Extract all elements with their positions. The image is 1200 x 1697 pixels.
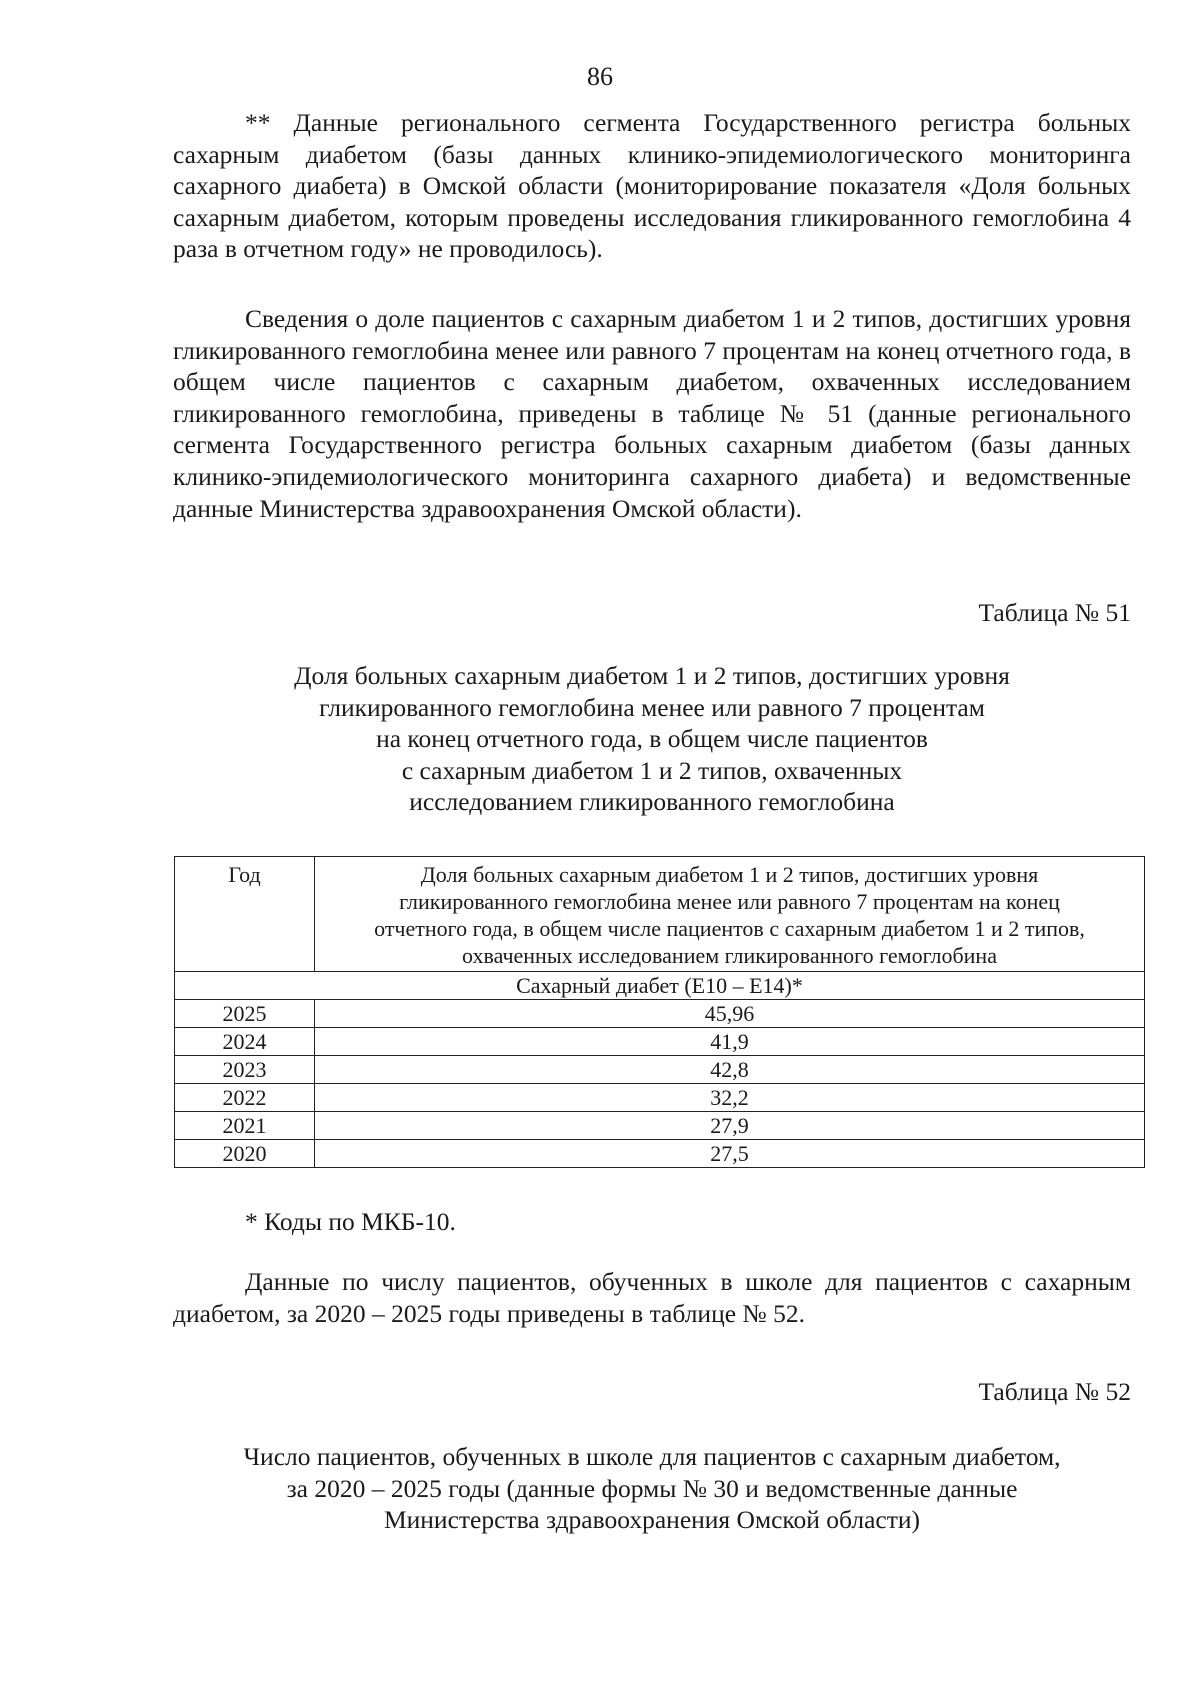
caption-line: на конец отчетного года, в общем числе пациентов (376, 724, 928, 754)
caption-line: Доля больных сахарным диабетом 1 и 2 типов, достигших уровня (294, 661, 1010, 690)
cell-year: 2020 (175, 1140, 315, 1168)
paragraph-footnote-register: ** Данные регионального сегмента Государственного регистра больных сахарным диабетом (базы данных клинико-эпидемиологического мониторинга сахарного диабета) в Омской области (мониторирование показателя «Доля больных сахарным диабетом, которым проведены исследования гликированного гемоглобина 4 раза в отчетном году» не проводилось). (173, 108, 1131, 264)
paragraph-table52-intro: Данные по числу пациентов, обученных в школе для пациентов с сахарным диабетом, за 2020 – 2025 годы приведены в таблице № 52. (173, 1267, 1131, 1328)
header-share-line: отчетного года, в общем числе пациентов с сахарным диабетом 1 и 2 типов, (374, 916, 1085, 941)
caption-line: за 2020 – 2025 годы (данные формы № 30 и ведомственные данные (286, 1473, 1018, 1503)
table-row (175, 1000, 1145, 1028)
header-share-line: гликированного гемоглобина менее или равного 7 процентам на конец (399, 889, 1060, 914)
cell-year: 2021 (175, 1112, 315, 1140)
table-row (175, 1112, 1145, 1140)
table-51-caption (173, 660, 1131, 818)
caption-line: исследованием гликированного гемоглобина (409, 787, 895, 817)
cell-value: 42,8 (315, 1056, 1145, 1084)
table-row (175, 1028, 1145, 1056)
header-share (315, 857, 1145, 972)
table-51-label: Таблица № 51 (978, 598, 1131, 627)
page-number: 86 (587, 62, 613, 91)
table-row (175, 1056, 1145, 1084)
cell-value: 32,2 (315, 1084, 1145, 1112)
table-header-row (175, 857, 1145, 972)
cell-value: 41,9 (315, 1028, 1145, 1056)
cell-value: 27,9 (315, 1112, 1145, 1140)
footnote-icd10: * Коды по МКБ-10. (245, 1207, 456, 1236)
paragraph-table51-intro: Сведения о доле пациентов с сахарным диабетом 1 и 2 типов, достигших уровня гликированного гемоглобина менее или равного 7 процентам на конец отчетного года, в общем числе пациентов с сахарным диабетом, охваченных исследованием гликированного гемоглобина, приведены в таблице № 51 (данные регионального сегмента Государственного регистра больных сахарным диабетом (базы данных клинико-эпидемиологического мониторинга сахарного диабета) и ведомственные данные Министерства здравоохранения Омской области). (173, 304, 1131, 523)
caption-line: гликированного гемоглобина менее или равного 7 процентам (319, 692, 985, 722)
subheader-diagnosis: Сахарный диабет (Е10 – Е14)* (175, 972, 1145, 1000)
header-share-line: Доля больных сахарным диабетом 1 и 2 типов, достигших уровня (420, 862, 1039, 887)
caption-line: Министерства здравоохранения Омской области) (383, 1505, 921, 1535)
cell-value: 27,5 (315, 1140, 1145, 1168)
table-51 (174, 856, 1145, 1168)
table-row (175, 1140, 1145, 1168)
cell-year: 2024 (175, 1028, 315, 1056)
header-year: Год (175, 857, 315, 972)
table-52-label: Таблица № 52 (978, 1377, 1131, 1406)
cell-year: 2023 (175, 1056, 315, 1084)
table-52-caption (173, 1441, 1131, 1536)
header-share-line: охваченных исследованием гликированного гемоглобина (462, 943, 997, 968)
caption-line: Число пациентов, обученных в школе для пациентов с сахарным диабетом, (243, 1442, 1061, 1471)
cell-year: 2025 (175, 1000, 315, 1028)
table-subheader-row (175, 972, 1145, 1000)
caption-line: с сахарным диабетом 1 и 2 типов, охваченных (401, 755, 903, 785)
table-row (175, 1084, 1145, 1112)
cell-value: 45,96 (315, 1000, 1145, 1028)
cell-year: 2022 (175, 1084, 315, 1112)
